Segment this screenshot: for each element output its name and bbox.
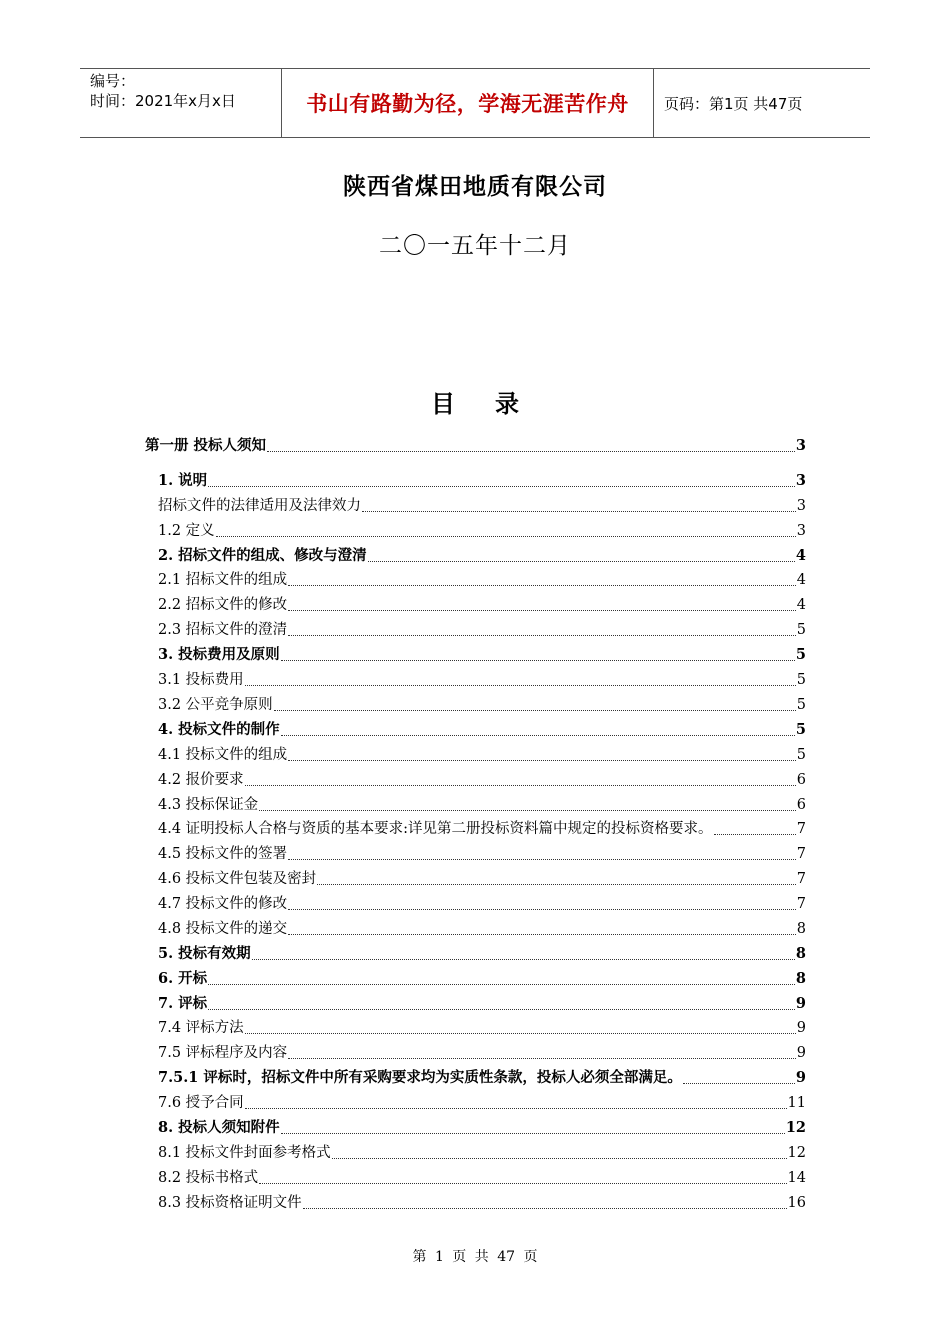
toc-entry[interactable] [158, 745, 806, 765]
toc-entry[interactable] [158, 819, 806, 839]
toc-leader-dots [245, 784, 796, 786]
toc-entry-title: 2. 招标文件的组成、修改与澄清 [158, 547, 367, 564]
header-number-label: 编号： [90, 72, 136, 90]
toc-entry-title: 3.1 投标费用 [158, 672, 244, 688]
toc-entry-page: 11 [787, 1095, 806, 1111]
toc-leader-dots [332, 1157, 787, 1159]
toc-entry-page: 4 [795, 547, 806, 564]
toc-entry-page: 3 [795, 437, 806, 454]
toc-entry-page: 7 [796, 821, 806, 837]
toc-leader-dots [259, 1182, 786, 1184]
toc-entry-page: 5 [796, 672, 806, 688]
header-motto: 书山有路勤为径，学海无涯苦作舟 [282, 69, 654, 137]
toc-entry-title: 8.2 投标书格式 [158, 1170, 259, 1186]
toc-entry-title: 4.2 报价要求 [158, 772, 244, 788]
toc-entry-title: 8.3 投标资格证明文件 [158, 1195, 302, 1211]
toc-entry-title: 4.5 投标文件的签署 [158, 846, 288, 862]
toc-leader-dots [317, 883, 796, 885]
header-page-info: 页码：第1页 共47页 [664, 94, 803, 113]
company-name: 陕西省煤田地质有限公司 [343, 173, 607, 200]
toc-entry[interactable] [158, 994, 806, 1014]
toc-leader-dots [252, 958, 795, 960]
toc-entry-title: 4.7 投标文件的修改 [158, 896, 288, 912]
toc-entry-title: 3. 投标费用及原则 [158, 646, 280, 663]
toc-entry-page: 9 [795, 995, 806, 1012]
toc-entry-title: 5. 投标有效期 [158, 945, 251, 962]
toc-entry[interactable] [158, 894, 806, 914]
toc-entry-title: 7.5.1 评标时，招标文件中所有采购要求均为实质性条款，投标人必须全部满足。 [158, 1069, 682, 1086]
toc-entry-page: 7 [796, 896, 806, 912]
toc-entry-page: 9 [796, 1045, 806, 1061]
toc-entry-page: 12 [785, 1119, 806, 1136]
toc-leader-dots [208, 983, 795, 985]
toc-entry-title: 4.6 投标文件包装及密封 [158, 871, 317, 887]
toc-entry[interactable] [158, 1093, 806, 1113]
toc-entry-title: 6. 开标 [158, 970, 208, 987]
toc-entry-title: 7.4 评标方法 [158, 1020, 244, 1036]
toc-entry-page: 4 [796, 572, 806, 588]
toc-entry-page: 5 [796, 747, 806, 763]
toc-entry[interactable] [158, 471, 806, 491]
toc-entry-page: 8 [795, 945, 806, 962]
toc-leader-dots [288, 908, 796, 910]
toc-entry-page: 8 [795, 970, 806, 987]
toc-entry-title: 8. 投标人须知附件 [158, 1119, 280, 1136]
toc-entry-page: 3 [795, 472, 806, 489]
toc-entry[interactable] [158, 869, 806, 889]
toc-entry-page: 6 [796, 772, 806, 788]
toc-leader-dots [288, 634, 796, 636]
toc-leader-dots [288, 609, 796, 611]
toc-entry[interactable] [158, 1193, 806, 1213]
toc-entry-title: 8.1 投标文件封面参考格式 [158, 1145, 331, 1161]
toc-entry[interactable] [158, 969, 806, 989]
toc-leader-dots [274, 709, 796, 711]
toc-entry-page: 3 [796, 523, 806, 539]
toc-entry[interactable] [158, 595, 806, 615]
toc-entry[interactable] [158, 795, 806, 815]
toc-entry-page: 12 [787, 1145, 806, 1161]
toc-entry-title: 4. 投标文件的制作 [158, 721, 280, 738]
toc-leader-dots [267, 450, 795, 452]
toc-entry-title: 1.2 定义 [158, 523, 215, 539]
toc-leader-dots [368, 560, 795, 562]
toc-leader-dots [281, 1132, 785, 1134]
toc-entry-page: 3 [796, 498, 806, 514]
toc-entry-page: 5 [796, 622, 806, 638]
toc-entry[interactable] [158, 1118, 806, 1138]
toc-entry[interactable] [158, 1143, 806, 1163]
toc-entry-page: 5 [796, 697, 806, 713]
page-header [80, 68, 870, 138]
toc-entry[interactable] [158, 720, 806, 740]
toc-entry-page: 4 [796, 597, 806, 613]
toc-entry[interactable] [158, 496, 806, 516]
toc-entry[interactable] [158, 944, 806, 964]
toc-entry-title: 7.5 评标程序及内容 [158, 1045, 288, 1061]
toc-entry[interactable] [145, 436, 806, 456]
toc-leader-dots [288, 759, 796, 761]
toc-entry-page: 9 [796, 1020, 806, 1036]
toc-entry-title: 1. 说明 [158, 472, 208, 489]
toc-entry-title: 招标文件的法律适用及法律效力 [158, 498, 361, 514]
toc-entry-title: 7.6 授予合同 [158, 1095, 244, 1111]
toc-entry[interactable] [158, 1018, 806, 1038]
toc-leader-dots [683, 1082, 795, 1084]
toc-entry-title: 2.2 招标文件的修改 [158, 597, 288, 613]
toc-entry-page: 8 [796, 921, 806, 937]
toc-entry[interactable] [158, 620, 806, 640]
toc-entry-page: 16 [787, 1195, 806, 1211]
toc-entry-title: 7. 评标 [158, 995, 208, 1012]
toc-entry-title: 4.3 投标保证金 [158, 797, 259, 813]
toc-leader-dots [216, 535, 796, 537]
toc-entry[interactable] [158, 1068, 806, 1088]
toc-entry-title: 第一册 投标人须知 [145, 437, 267, 454]
toc-leader-dots [288, 933, 796, 935]
toc-entry[interactable] [158, 645, 806, 665]
toc-entry-title: 2.3 招标文件的澄清 [158, 622, 288, 638]
toc-entry[interactable] [158, 1168, 806, 1188]
toc-leader-dots [288, 858, 796, 860]
toc-entry-page: 9 [795, 1069, 806, 1086]
toc-entry[interactable] [158, 546, 806, 566]
toc-leader-dots [245, 684, 796, 686]
toc-leader-dots [288, 584, 796, 586]
toc-leader-dots [362, 510, 796, 512]
toc-entry[interactable] [158, 1043, 806, 1063]
toc-entry-page: 6 [796, 797, 806, 813]
toc-leader-dots [208, 1008, 795, 1010]
toc-title: 目录 [431, 389, 559, 418]
toc-entry-title: 4.8 投标文件的递交 [158, 921, 288, 937]
toc-entry-page: 5 [795, 646, 806, 663]
toc-entry[interactable] [158, 919, 806, 939]
toc-entry-title: 4.1 投标文件的组成 [158, 747, 288, 763]
toc-leader-dots [281, 659, 795, 661]
document-date: 二〇一五年十二月 [379, 233, 571, 259]
toc-leader-dots [303, 1207, 787, 1209]
header-meta [80, 69, 282, 137]
toc-entry-page: 5 [795, 721, 806, 738]
toc-entry-page: 14 [787, 1170, 806, 1186]
header-time-label: 时间：2021年x月x日 [90, 92, 236, 110]
toc-entry-title: 2.1 招标文件的组成 [158, 572, 288, 588]
toc-entry[interactable] [158, 570, 806, 590]
toc-leader-dots [288, 1057, 796, 1059]
toc-entry[interactable] [158, 521, 806, 541]
toc-leader-dots [259, 809, 796, 811]
page-footer: 第 1 页 共 47 页 [412, 1249, 538, 1265]
toc-leader-dots [208, 485, 795, 487]
toc-entry[interactable] [158, 770, 806, 790]
toc-entry-title: 3.2 公平竞争原则 [158, 697, 273, 713]
toc-entry[interactable] [158, 670, 806, 690]
toc-entry-page: 7 [796, 871, 806, 887]
toc-entry[interactable] [158, 695, 806, 715]
toc-leader-dots [714, 833, 796, 835]
toc-leader-dots [245, 1107, 787, 1109]
toc-leader-dots [245, 1032, 796, 1034]
toc-entry-title: 4.4 证明投标人合格与资质的基本要求:详见第二册投标资料篇中规定的投标资格要求。 [158, 821, 713, 837]
toc-leader-dots [281, 734, 795, 736]
toc-entry-page: 7 [796, 846, 806, 862]
toc-entry[interactable] [158, 844, 806, 864]
